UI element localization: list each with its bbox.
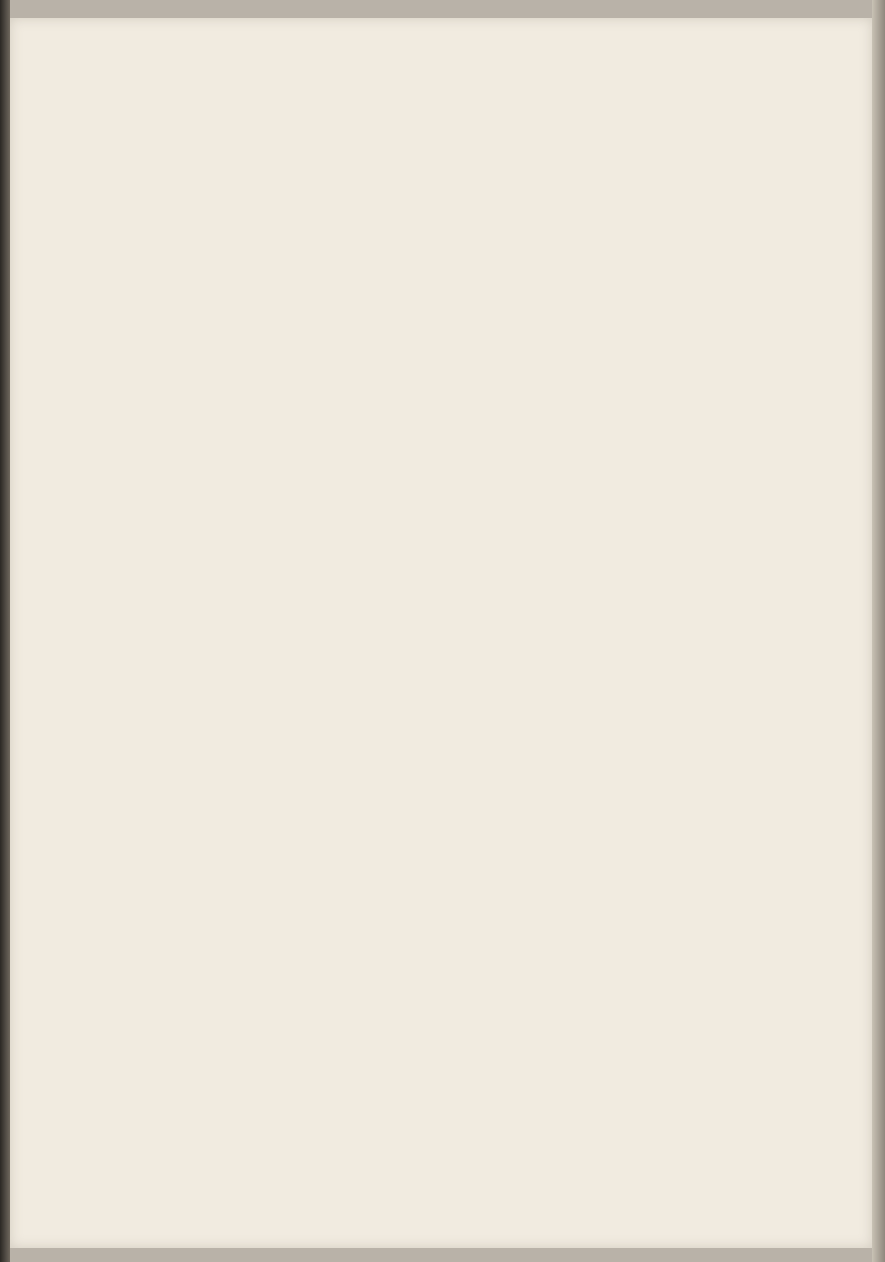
page-text [108,94,776,179]
section-heading [108,116,776,138]
page-edge [872,0,885,1262]
book-spine [0,0,10,1262]
subsection-heading [108,148,776,170]
book-page [10,18,872,1248]
